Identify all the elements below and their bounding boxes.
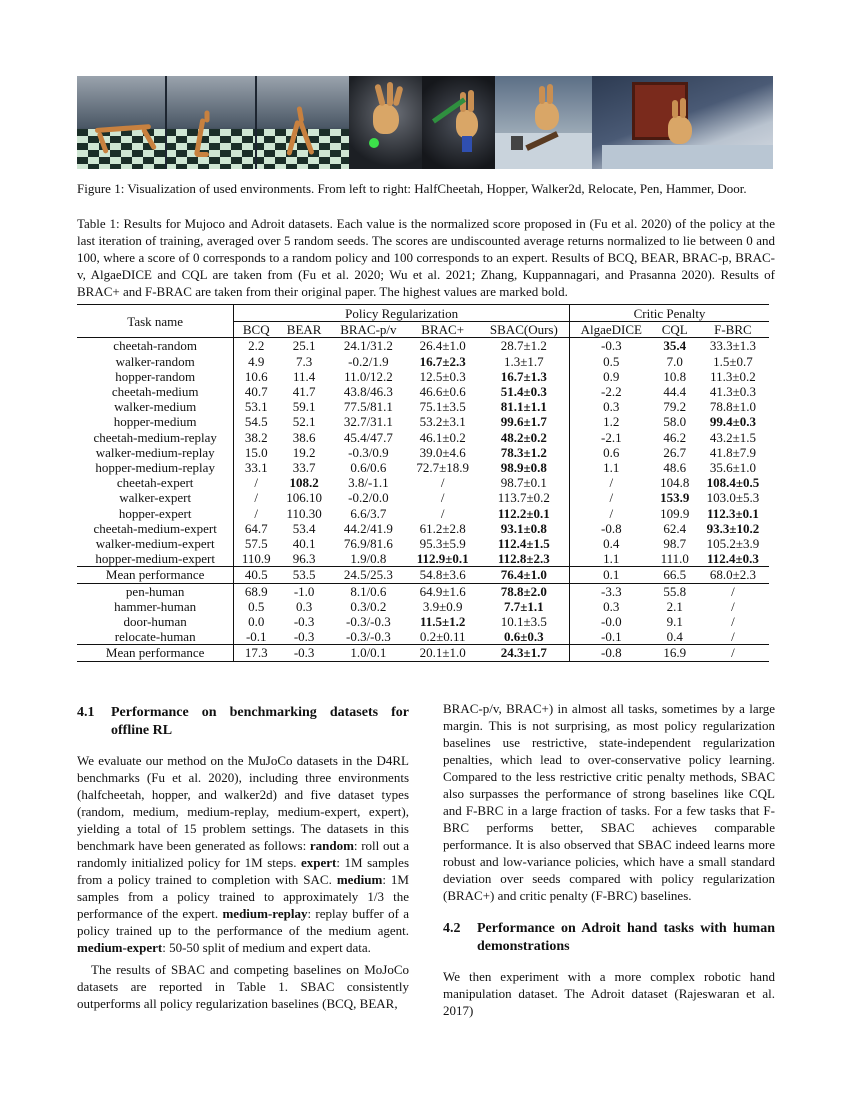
- value-cell: -0.2/1.9: [348, 353, 389, 369]
- task-cell: Mean performance: [77, 645, 234, 661]
- value-cell: 111.0: [660, 551, 689, 567]
- value-cell: 10.1±3.5: [479, 614, 570, 629]
- value-cell: /: [609, 505, 614, 521]
- value-cell: 106.10: [286, 490, 323, 506]
- value-cell: 0.3: [296, 598, 313, 614]
- value-cell: 10.8: [663, 368, 687, 384]
- value-cell: 10.6: [244, 368, 268, 384]
- column-header: F-BRC: [697, 322, 769, 338]
- value-cell: 96.3: [292, 551, 316, 567]
- value-cell: 0.5: [603, 353, 620, 369]
- value-cell: 46.2: [663, 429, 687, 445]
- value-cell: 112.4±0.3: [706, 551, 759, 567]
- column-header: SBAC(Ours): [479, 322, 570, 338]
- task-cell: walker-random: [77, 354, 234, 369]
- value-cell: 99.6±1.7: [479, 414, 570, 429]
- pen-panel: [422, 76, 495, 169]
- value-cell: 40.5: [234, 567, 278, 583]
- value-cell: 7.0: [666, 353, 683, 369]
- value-cell: 0.3: [603, 399, 620, 415]
- column-header: AlgaeDICE: [570, 322, 653, 338]
- value-cell: 104.8: [660, 475, 690, 491]
- value-cell: /: [731, 598, 735, 614]
- value-cell: 112.8±2.3: [479, 551, 570, 567]
- value-cell: 45.4/47.7: [343, 429, 393, 445]
- value-cell: -0.2/0.0: [348, 490, 389, 506]
- value-cell: 4.9: [248, 353, 265, 369]
- value-cell: 93.1±0.8: [479, 521, 570, 536]
- value-cell: 66.5: [653, 567, 697, 583]
- policy-regularization-header: Policy Regularization: [234, 305, 570, 322]
- value-cell: 35.4: [653, 338, 697, 354]
- value-cell: 11.5±1.2: [419, 614, 466, 630]
- column-header: BRAC+: [407, 322, 479, 338]
- task-cell: hopper-medium: [77, 414, 234, 429]
- right-column: [443, 700, 775, 1019]
- value-cell: 99.4±0.3: [709, 414, 756, 430]
- value-cell: 3.9±0.9: [422, 598, 463, 614]
- value-cell: 0.4: [603, 536, 620, 552]
- task-cell: relocate-human: [77, 629, 234, 645]
- value-cell: /: [697, 583, 769, 599]
- figure-caption: Figure 1: Visualization of used environments. From left to right: HalfCheetah, Hopper, Walker2d, Relocate, Pen, Hammer, Door.: [77, 181, 747, 196]
- section-heading: 4.1 Performance on benchmarking datasets for offline RL: [77, 705, 409, 738]
- value-cell: 53.1: [244, 399, 268, 415]
- value-cell: 51.4±0.3: [479, 384, 570, 399]
- value-cell: 19.2: [292, 444, 316, 460]
- value-cell: 52.1: [292, 414, 316, 430]
- task-cell: cheetah-medium-replay: [77, 430, 234, 445]
- value-cell: 28.7±1.2: [479, 338, 570, 354]
- value-cell: 109.9: [660, 505, 690, 521]
- value-cell: 112.3±0.1: [706, 505, 759, 521]
- value-cell: -0.3/0.9: [348, 444, 389, 460]
- value-cell: -0.1: [601, 629, 622, 645]
- hammer-panel: [495, 76, 592, 169]
- value-cell: 32.7/31.1: [343, 414, 393, 430]
- value-cell: /: [254, 475, 259, 491]
- value-cell: 16.7±1.3: [479, 369, 570, 384]
- task-cell: hopper-expert: [77, 506, 234, 521]
- value-cell: 78.8±1.0: [709, 399, 756, 415]
- table-row: [77, 490, 769, 505]
- value-cell: 39.0±4.6: [419, 444, 466, 460]
- value-cell: 98.9±0.8: [479, 460, 570, 475]
- section-heading: 4.2 Performance on Adroit hand tasks with human demonstrations: [443, 921, 775, 954]
- value-cell: 24.5/25.3: [330, 567, 406, 583]
- value-cell: 105.2±3.9: [706, 536, 760, 552]
- value-cell: 58.0: [663, 414, 687, 430]
- table-row: [77, 460, 769, 475]
- value-cell: 11.3±0.2: [710, 368, 756, 384]
- section-4-1: [77, 704, 409, 1012]
- value-cell: 9.1: [666, 614, 683, 630]
- value-cell: 26.7: [663, 444, 687, 460]
- task-name-header: Task name: [77, 305, 234, 338]
- value-cell: /: [254, 490, 259, 506]
- value-cell: 55.8: [653, 583, 697, 599]
- value-cell: 79.2: [663, 399, 687, 415]
- value-cell: 76.9/81.6: [343, 536, 393, 552]
- task-cell: cheetah-expert: [77, 475, 234, 490]
- value-cell: -0.8: [570, 645, 653, 661]
- value-cell: 11.4: [293, 368, 316, 384]
- value-cell: 103.0±5.3: [706, 490, 760, 506]
- value-cell: 41.3±0.3: [709, 384, 756, 400]
- section-title: Performance on benchmarking datasets for offline RL: [111, 705, 409, 738]
- value-cell: 0.6±0.3: [479, 629, 570, 645]
- section-title: Performance on Adroit hand tasks with human demonstrations: [477, 921, 775, 954]
- task-cell: walker-expert: [77, 490, 234, 505]
- task-cell: cheetah-medium-expert: [77, 521, 234, 536]
- value-cell: 33.3±1.3: [697, 338, 769, 354]
- value-cell: 0.5: [248, 598, 265, 614]
- task-cell: door-human: [77, 614, 234, 629]
- task-cell: walker-medium: [77, 399, 234, 414]
- value-cell: 62.4: [663, 520, 687, 536]
- value-cell: /: [254, 505, 259, 521]
- value-cell: 108.4±0.5: [706, 475, 760, 491]
- task-cell: walker-medium-replay: [77, 445, 234, 460]
- value-cell: 1.2: [603, 414, 620, 430]
- task-cell: pen-human: [77, 583, 234, 599]
- value-cell: 20.1±1.0: [407, 645, 479, 661]
- value-cell: 0.1: [570, 567, 653, 583]
- value-cell: 35.6±1.0: [709, 460, 756, 476]
- value-cell: 38.2: [244, 429, 268, 445]
- value-cell: -0.1: [245, 629, 267, 645]
- value-cell: /: [731, 614, 735, 630]
- value-cell: 64.7: [244, 520, 268, 536]
- relocate-panel: [349, 76, 422, 169]
- critic-penalty-header: Critic Penalty: [570, 305, 769, 322]
- mean-row: [77, 567, 769, 583]
- table-row: [77, 629, 769, 645]
- value-cell: 25.1: [278, 338, 330, 354]
- table-row: [77, 369, 769, 384]
- value-cell: 53.4: [292, 520, 316, 536]
- value-cell: 38.6: [292, 429, 316, 445]
- value-cell: 1.9/0.8: [350, 551, 387, 567]
- value-cell: 0.6: [603, 444, 620, 460]
- mean-row: [77, 645, 769, 661]
- value-cell: 112.9±0.1: [416, 551, 469, 567]
- value-cell: 1.0/0.1: [330, 645, 406, 661]
- value-cell: 12.5±0.3: [419, 368, 466, 384]
- value-cell: 7.3: [296, 353, 313, 369]
- table-caption: Table 1: Results for Mujoco and Adroit datasets. Each value is the normalized score proposed in (Fu et al. 2020) of the policy at the last iteration of training, averaged over 5 random seeds. The scores are undiscounted average returns normalized to lie between 0 and 100, where a score of 0 corresponds to a random policy and 100 corresponds to an expert. Results of BCQ, BEAR, BRAC-p, BRAC-v, AlgaeDICE and CQL are taken from (Fu et al. 2020; Wu et al. 2021; Zhang, Kuppannagari, and Prasanna 2020). Results of BRAC+ and F-BRAC are taken from their original paper. The highest values are marked bold.: [77, 216, 775, 299]
- column-header: BEAR: [278, 322, 330, 338]
- task-cell: cheetah-medium: [77, 384, 234, 399]
- door-panel: [592, 76, 773, 169]
- value-cell: /: [440, 475, 445, 491]
- value-cell: 3.8/-1.1: [348, 475, 389, 491]
- value-cell: 43.8/46.3: [343, 384, 393, 400]
- task-cell: walker-medium-expert: [77, 536, 234, 551]
- value-cell: 40.1: [292, 536, 316, 552]
- table-row: [77, 583, 769, 599]
- value-cell: 78.3±1.2: [479, 445, 570, 460]
- value-cell: -0.3: [278, 645, 330, 661]
- value-cell: 153.9: [660, 490, 690, 506]
- value-cell: 57.5: [244, 536, 268, 552]
- value-cell: 0.9: [603, 368, 620, 384]
- value-cell: 110.30: [286, 505, 322, 521]
- task-cell: hopper-medium-expert: [77, 551, 234, 567]
- value-cell: 0.4: [666, 629, 683, 645]
- value-cell: 48.6: [663, 460, 687, 476]
- value-cell: 16.7±2.3: [419, 353, 466, 369]
- column-header: CQL: [653, 322, 697, 338]
- value-cell: 81.1±1.1: [479, 399, 570, 414]
- task-cell: hammer-human: [77, 599, 234, 614]
- value-cell: 54.5: [244, 414, 268, 430]
- value-cell: 78.8±2.0: [479, 583, 570, 599]
- column-header: BRAC-p/v: [330, 322, 406, 338]
- value-cell: 0.3: [603, 598, 620, 614]
- value-cell: 0.3/0.2: [350, 598, 387, 614]
- environments-figure: [77, 76, 773, 169]
- column-header: BCQ: [234, 322, 278, 338]
- value-cell: /: [609, 475, 614, 491]
- table-row: [77, 445, 769, 460]
- value-cell: 59.1: [292, 399, 316, 415]
- value-cell: 0.6/0.6: [350, 460, 387, 476]
- value-cell: 1.5±0.7: [713, 353, 753, 369]
- locomotion-panels: [77, 76, 349, 169]
- table-row: [77, 475, 769, 490]
- table-row: [77, 414, 769, 429]
- value-cell: /: [731, 629, 735, 645]
- value-cell: 0.2±0.11: [419, 629, 466, 645]
- value-cell: /: [609, 490, 614, 506]
- table-row: [77, 384, 769, 399]
- value-cell: 46.6±0.6: [419, 384, 466, 400]
- table-row: [77, 614, 769, 629]
- table-row: [77, 536, 769, 551]
- value-cell: 24.3±1.7: [479, 645, 570, 661]
- table-row: [77, 430, 769, 445]
- value-cell: 64.9±1.6: [407, 583, 479, 599]
- value-cell: 41.7: [292, 384, 316, 400]
- results-table: [77, 304, 769, 662]
- table-row: [77, 506, 769, 521]
- value-cell: -0.3/-0.3: [345, 614, 391, 630]
- value-cell: 26.4±1.0: [407, 338, 479, 354]
- value-cell: 98.7±0.1: [479, 475, 570, 490]
- value-cell: 110.9: [241, 551, 271, 567]
- table-row: [77, 551, 769, 567]
- value-cell: -2.1: [601, 429, 622, 445]
- value-cell: /: [440, 505, 445, 521]
- value-cell: 2.1: [666, 598, 683, 614]
- table-row: [77, 399, 769, 414]
- table-row: [77, 521, 769, 536]
- value-cell: 48.2±0.2: [479, 430, 570, 445]
- value-cell: 7.7±1.1: [479, 599, 570, 614]
- value-cell: 0.0: [248, 614, 265, 630]
- value-cell: 6.6/3.7: [350, 505, 387, 521]
- value-cell: 17.3: [234, 645, 278, 661]
- table-row: [77, 354, 769, 369]
- value-cell: 72.7±18.9: [416, 460, 469, 476]
- value-cell: 33.1: [244, 460, 268, 476]
- value-cell: -0.8: [601, 520, 622, 536]
- value-cell: 1.1: [603, 551, 620, 567]
- value-cell: 43.2±1.5: [709, 429, 756, 445]
- task-cell: cheetah-random: [77, 338, 234, 354]
- value-cell: 41.8±7.9: [709, 444, 756, 460]
- value-cell: 33.7: [292, 460, 316, 476]
- value-cell: -0.3: [293, 629, 315, 645]
- value-cell: -2.2: [601, 384, 622, 400]
- value-cell: -0.3: [293, 614, 315, 630]
- value-cell: -0.3: [570, 338, 653, 354]
- value-cell: 95.3±5.9: [419, 536, 466, 552]
- value-cell: 1.1: [603, 460, 620, 476]
- value-cell: 53.5: [278, 567, 330, 583]
- paragraph: The results of SBAC and competing baselines on MoJoCo datasets are reported in Table 1. SBAC consistently outperforms all policy regularization baselines (BCQ, BEAR,: [77, 962, 409, 1011]
- value-cell: 54.8±3.6: [407, 567, 479, 583]
- value-cell: -1.0: [278, 583, 330, 599]
- value-cell: 108.2: [289, 475, 319, 491]
- task-cell: hopper-random: [77, 369, 234, 384]
- value-cell: /: [440, 490, 445, 506]
- paragraph: BRAC-p/v, BRAC+) in almost all tasks, sometimes by a large margin. This is not surprising, as most policy regularization baselines use restrictive, state-independent regularization penalties, which lead to over-conservative policy learning. Compared to the less restrictive critic penalty methods, SBAC also surpasses the performance of strong baselines like CQL and F-BRC in a large fraction of tasks. For a few tasks that F-BRC performs better, SBAC achieves comparable performance. It is also observed that SBAC indeed learns more robust and low-variance policies, which have a small standard deviation over seeds compared with policy regularization (BRAC+) and critic penalty (F-BRC) baselines.: [443, 701, 775, 903]
- value-cell: /: [697, 645, 769, 661]
- paragraph: We then experiment with a more complex robotic hand manipulation dataset. The Adroit dataset (Rajeswaran et al. 2017): [443, 969, 775, 1018]
- value-cell: 24.1/31.2: [330, 338, 406, 354]
- value-cell: 98.7: [663, 536, 687, 552]
- task-cell: hopper-medium-replay: [77, 460, 234, 475]
- value-cell: 112.2±0.1: [479, 506, 570, 521]
- value-cell: 1.3±1.7: [479, 354, 570, 369]
- value-cell: 68.9: [234, 583, 278, 599]
- value-cell: 2.2: [234, 338, 278, 354]
- value-cell: 112.4±1.5: [479, 536, 570, 551]
- paragraph: We evaluate our method on the MuJoCo datasets in the D4RL benchmarks (Fu et al. 2020), including three environments (halfcheetah, hopper, and walker2d) and five dataset types (random, medium, medium-replay, medium-expert, expert), yielding a total of 15 problem settings. The datasets in this benchmark have been generated as follows: random: roll out a randomly initialized policy for 1M steps. expert: 1M samples from a policy trained to completion with SAC. medium: 1M samples from a policy trained to approximately 1/3 the performance of the expert. medium-replay: replay buffer of a policy trained up to the performance of the medium agent. medium-expert: 50-50 split of medium and expert data.: [77, 753, 410, 955]
- task-cell: Mean performance: [77, 567, 234, 583]
- value-cell: 113.7±0.2: [479, 490, 570, 505]
- value-cell: -0.3/-0.3: [345, 629, 391, 645]
- value-cell: 75.1±3.5: [419, 399, 466, 415]
- value-cell: 40.7: [244, 384, 268, 400]
- value-cell: 76.4±1.0: [479, 567, 570, 583]
- value-cell: 44.2/41.9: [343, 520, 393, 536]
- value-cell: 8.1/0.6: [330, 583, 406, 599]
- value-cell: -3.3: [570, 583, 653, 599]
- table-row: [77, 338, 769, 354]
- value-cell: 77.5/81.1: [343, 399, 393, 415]
- value-cell: 68.0±2.3: [697, 567, 769, 583]
- value-cell: 53.2±3.1: [419, 414, 466, 430]
- value-cell: 46.1±0.2: [419, 429, 466, 445]
- value-cell: 44.4: [663, 384, 687, 400]
- value-cell: -0.0: [601, 614, 622, 630]
- value-cell: 16.9: [653, 645, 697, 661]
- value-cell: 15.0: [244, 444, 268, 460]
- value-cell: 11.0/12.2: [344, 368, 393, 384]
- table-row: [77, 599, 769, 614]
- value-cell: 93.3±10.2: [706, 520, 760, 536]
- value-cell: 61.2±2.8: [419, 520, 466, 536]
